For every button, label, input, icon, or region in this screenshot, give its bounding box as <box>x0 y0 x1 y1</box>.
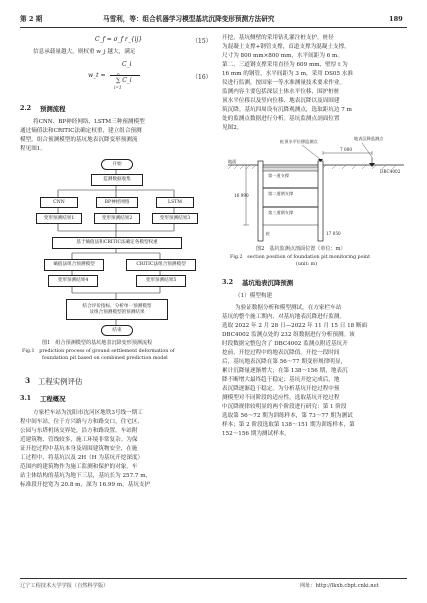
figure-2-caption-en: (unit: m) <box>296 262 318 267</box>
para-right-top-line: 尺寸为 800 mm×800 mm，水平间距为 6 m。 <box>222 53 343 59</box>
flow-entropy-combo: 熵值法组合预测模型 <box>44 259 104 271</box>
second-support-label: 第二道钢支撑 <box>268 191 294 196</box>
para-right-top-line: 仪进行监测，按国家一等水准测量技术要求作业。 <box>222 80 346 86</box>
settlement-monitor-label: 地表沉降监测点 <box>354 136 384 141</box>
flow-weight-method: 基于熵值法和CRITIC法确定各模型权重 <box>52 237 182 249</box>
para-3-2-line: 选取第 56～72 期为训练样本，第 73～77 期为测试 <box>222 413 353 419</box>
left-pile <box>258 161 263 241</box>
para-right-top-line: 见图2。 <box>222 125 243 131</box>
sum-upper-limit: n <box>117 72 120 77</box>
ground-label: 地面 <box>228 159 237 164</box>
para-2-2-line: 模型。组合预测模型的基坑地表沉降变形预测流 <box>20 137 138 143</box>
para-right-top-line: 为混凝土支撑+钢管支撑，首道支撑为混凝土支撑， <box>222 44 350 50</box>
flow-result-3: 变形预测结果3 <box>152 213 198 224</box>
sum-lower-limit: i=1 <box>114 85 122 90</box>
flow-critic-combo: CRITIC法组合预测模型 <box>126 259 196 271</box>
offset-dimension-label: 7 000 <box>340 147 352 152</box>
figure-1-caption-en: foundation pit based on combined prediction model <box>42 356 168 361</box>
para-2-2-line: 程见图1。 <box>20 146 46 152</box>
flow-model-cnn: CNN <box>40 197 78 208</box>
equation-16 <box>88 58 178 96</box>
equation-16-number: （16） <box>192 74 212 81</box>
flow-end: 结束 <box>101 325 133 336</box>
para-3-2-line: 样本；第 2 阶段选取第 138～151 期为训练样本，第 <box>222 422 355 428</box>
weight-intro-text: 信息承载量越大，则权重 w_j 越大，满足 <box>33 49 136 55</box>
para-right-top-line: 第二、三道钢支撑采用直径为 609 mm、壁厚 t 为 <box>222 62 348 68</box>
section-drawing <box>222 133 408 245</box>
para-3-2-line: 累计沉降量逐渐增大；在第 138～156 期，地表沉 <box>222 368 348 374</box>
para-3-2-line: 中沉降规律较明显的两个阶段进行研究：第 1 阶段 <box>222 404 347 410</box>
running-title: 马雪利，等：组合机器学习模型基坑沉降变形预测方法研究 <box>103 15 275 23</box>
flow-start: 开始 <box>101 159 133 170</box>
pile-top-monitor-label: 桩顶水平位移监测点 <box>280 139 318 144</box>
depth-dimension-label: 16 990 <box>234 193 249 198</box>
para-right-top-line: 开挖，基坑侧壁的采用钻孔灌注桩支护，桩径 <box>222 35 334 41</box>
flow-result-1: 变形预测结果1 <box>36 213 82 224</box>
para-right-top-line: 处的监测点数据进行分析。基坑监测点剖面位置 <box>222 116 340 122</box>
para-3-2-line: 表沉降逐渐趋于稳定。为分析基坑开挖过程中预 <box>222 386 340 392</box>
para-3-1-line: 范围内的建筑物作为施工监测和保护的对象。车 <box>20 464 138 470</box>
flow-model-bp: BP神经网络 <box>96 197 138 208</box>
pile-label: 桩 <box>266 231 271 236</box>
para-right-top-line: 顶水平位移以及竖向位移、地表沉降以及周围建 <box>222 98 340 104</box>
para-right-top-line: 筑沉降。基坑四周设有沉降观测点，选取距坑边 7 m <box>222 107 352 113</box>
equation-16-numerator: C_i <box>122 61 132 68</box>
footer-journal: 辽宁工程技术大学学报（自然科学版） <box>20 583 109 589</box>
para-3-2-line: 降不断增大最终趋于稳定；基坑开挖完成后，地 <box>222 377 340 383</box>
para-3-1-line: 近建筑物、管线较多，施工环境非常复杂。为保 <box>20 437 138 443</box>
page-number: 189 <box>389 15 403 23</box>
para-3-1-line: 工过程中，将基坑以及 2H（H 为基坑开挖深度） <box>20 455 144 461</box>
point-id-label: DBC4002 <box>380 169 401 174</box>
flow-data-collect: 监测数据收集 <box>91 174 143 186</box>
para-3-2-line: 选取 2022 年 2 月 28 日—2022 年 11 月 15 日 18 断面 <box>222 323 368 329</box>
figure-2-section <box>222 133 408 273</box>
leader-pile-top <box>302 145 320 159</box>
footer-site: 网址：http://lkxb.cbpt.cnki.net <box>300 583 379 589</box>
flow-model-lstm: LSTM <box>156 197 194 208</box>
equation-15: C_f = σ_f r_{ij} <box>95 36 143 43</box>
flow-compare-line: 结合评价指标，分析单一预测模型 <box>82 303 152 309</box>
leader-settlement <box>362 143 372 157</box>
fraction-bar <box>110 75 140 76</box>
first-support-label: 第一道支撑 <box>268 173 289 178</box>
flow-result-4: 变形预测结果4 <box>48 275 98 287</box>
para-3-1-line: 站主体结构的基坑为地下三层，基坑长为 257.7 m， <box>20 473 152 479</box>
section-3-1-title: 工程概况 <box>40 395 66 403</box>
para-right-top-line: 监测内容主要包括深层土体水平位移、围护桩桩 <box>222 89 340 95</box>
para-2-2-line: 通过熵值法和CRITIC法确定权重，建立组合预测 <box>20 128 142 134</box>
first-support <box>263 167 318 171</box>
section-2-2-title: 预测流程 <box>40 105 66 113</box>
para-right-top-line: 16 mm 的钢管，水平间距为 3 m，采用 DS05 水准 <box>222 71 354 77</box>
section-3-title: 工程实例评估 <box>38 377 83 386</box>
para-3-2-line: 为验证数据分析和模型测试，在方家栏车站 <box>235 305 342 311</box>
flow-result-5: 变形预测结果5 <box>136 275 186 287</box>
section-2-2-number: 2.2 <box>20 104 32 112</box>
para-3-2-line: 时段数据完整包含了 DBC4002 监测点附近基坑开 <box>222 341 348 347</box>
para-3-2-line: 152～156 期为测试样本。 <box>222 431 290 437</box>
section-3-number: 3 <box>25 376 31 385</box>
section-3-2-number: 3.2 <box>222 278 234 286</box>
right-pile <box>318 161 323 241</box>
para-3-2-line: 后，基坑地表沉降在第 56～77 期变形规律明显， <box>222 359 347 365</box>
header-rule <box>20 27 407 28</box>
equation-16-lhs: w_t = <box>88 72 106 79</box>
footer-rule <box>20 578 407 579</box>
pile-length-label: 17 050 <box>326 231 341 236</box>
section-3-2-title: 基坑地表沉降预测 <box>242 279 294 287</box>
para-3-2-line: 测模型对不同阶段的适应性，选取基坑开挖过程 <box>222 395 340 401</box>
equation-16-denominator: ∑ C_i <box>116 77 132 84</box>
figure-2-caption-cn: 图2 基坑监测点剖面位置（单位：m） <box>256 246 346 252</box>
para-3-2-line: 基坑的整个施工期内，对基坑地表沉降进行监测。 <box>222 314 346 320</box>
subsection-model-build: （1）模型构建 <box>235 293 273 299</box>
issue-number: 第 2 期 <box>20 15 43 23</box>
para-2-2-line: 将CNN、BP神经网络、LSTM三种预测模型 <box>33 119 145 125</box>
figure-1-caption-en: Fig.1 prediction process of ground settlement deformation of <box>22 349 175 354</box>
flow-compare <box>66 299 168 320</box>
flow-compare-line: 及组合预测模型的预测结果 <box>89 309 145 315</box>
para-3-1-line: 公园与东塔机场交界处，沿方和路设置，车站附 <box>20 428 138 434</box>
para-3-2-line: DBC4002 监测点处的 232 组数据进行分析预测。该 <box>222 332 355 338</box>
flow-result-2: 变形预测结果2 <box>94 213 140 224</box>
para-3-1-line: 证开挖过程中基坑本身及周围建筑物安全，在施 <box>20 446 138 452</box>
para-3-1-line: 方家栏车站为沈阳市沈河区地铁3号线一期工 <box>33 410 143 416</box>
section-3-1-number: 3.1 <box>20 394 32 402</box>
figure-1-caption-cn: 图1 组合预测模型的基坑地表沉降变形预测流程 <box>42 340 153 346</box>
para-3-1-line: 标准段开挖宽为 20.8 m，深为 16.99 m。基坑支护 <box>20 482 151 488</box>
para-3-2-line: 挖前、开挖过程中的地表沉降值。开挖一段时间 <box>222 350 340 356</box>
figure-1-flowchart <box>22 155 210 365</box>
third-support-label: 第三道钢支撑 <box>268 210 294 215</box>
para-3-1-line: 程中间车站，位于方兴路与方和路交口，住宅区、 <box>20 419 144 425</box>
figure-2-caption-en: Fig.2 section position of foundation pit monitoring point <box>230 255 371 260</box>
equation-15-number: （15） <box>192 38 212 45</box>
